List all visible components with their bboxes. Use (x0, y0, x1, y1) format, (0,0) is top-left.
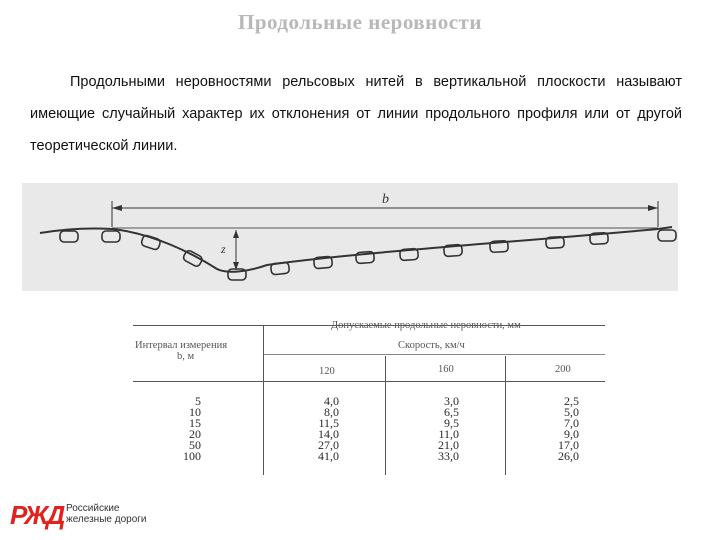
column-120 (305, 396, 339, 462)
table-cell: 11,0 (438, 427, 459, 441)
column-200 (545, 396, 579, 462)
arrow-z-top (233, 230, 239, 238)
definition-text: Продольными неровностями рельсовых нитей в вертикальной плоскости называют имеющие случайный характер их отклонения от линии продольного профиля или от другой теоретической линии. (30, 74, 682, 154)
rzd-logo-mark: РЖД (10, 500, 64, 530)
sleeper (60, 231, 78, 242)
sleepers (60, 230, 676, 280)
header-allowed: Допускаемые продольные неровности, мм (331, 320, 521, 331)
table-rule-v1 (263, 325, 264, 475)
rzd-logo-line1: Российские (66, 503, 120, 514)
table-cell: 5 (195, 394, 201, 408)
track-irregularity-diagram (22, 183, 678, 291)
table-cell: 6,5 (444, 405, 459, 419)
table-cell: 27,0 (318, 438, 339, 452)
table-cell: 21,0 (438, 438, 459, 452)
table-cell: 9,0 (564, 427, 579, 441)
table-cell: 5,0 (564, 405, 579, 419)
rail-profile (40, 227, 672, 272)
sleeper (102, 231, 120, 242)
table-cell: 10 (189, 405, 201, 419)
table-cell: 50 (189, 438, 201, 452)
header-interval: Интервал измерения (135, 340, 228, 351)
table-cell: 4,0 (324, 394, 339, 408)
table-rule-sub (263, 354, 605, 355)
interval-column (175, 396, 201, 462)
sleeper (141, 234, 162, 250)
arrow-right (648, 205, 658, 211)
rzd-logo (10, 498, 180, 534)
table-cell: 11,5 (318, 416, 339, 430)
rzd-logo-line2: железные дороги (66, 514, 147, 525)
table-cell: 15 (189, 416, 201, 430)
slide-title: Продольные неровности (238, 10, 482, 34)
table-cell: 7,0 (564, 416, 579, 430)
rzd-logo-name (66, 503, 146, 525)
table-cell: 26,0 (558, 449, 579, 463)
table-rule-v2 (385, 356, 386, 475)
definition-paragraph (30, 66, 682, 162)
arrow-left (112, 205, 122, 211)
table-cell: 41,0 (318, 449, 339, 463)
header-speed: Скорость, км/ч (398, 340, 465, 351)
speed-160: 160 (438, 364, 454, 375)
table-cell: 33,0 (438, 449, 459, 463)
table-cell: 20 (189, 427, 201, 441)
speed-200: 200 (555, 364, 571, 375)
header-interval-unit: b, м (177, 351, 195, 362)
table-rule-header (133, 381, 605, 382)
speed-120: 120 (319, 366, 335, 377)
sleeper (658, 230, 676, 241)
table-cell: 2,5 (564, 394, 579, 408)
table-cell: 100 (183, 449, 201, 463)
column-160 (425, 396, 459, 462)
table-cell: 9,5 (444, 416, 459, 430)
table-cell: 17,0 (558, 438, 579, 452)
table-cell: 8,0 (324, 405, 339, 419)
table-cell: 14,0 (318, 427, 339, 441)
allowed-irregularities-table (123, 318, 613, 478)
table-cell: 3,0 (444, 394, 459, 408)
diagram-svg (22, 183, 678, 291)
label-z: z (221, 242, 226, 256)
table-rule-v3 (505, 356, 506, 475)
label-b: b (382, 192, 389, 207)
